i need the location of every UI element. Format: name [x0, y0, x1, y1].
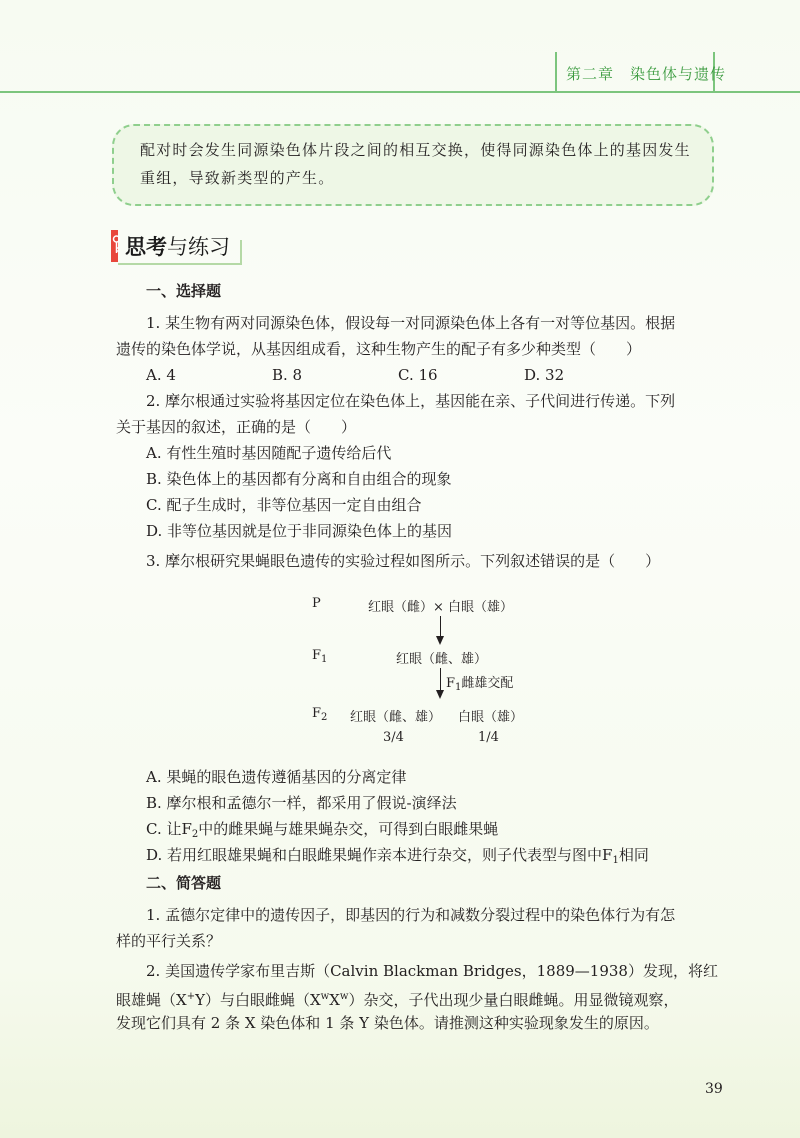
p2-q2-sup-1: + [186, 991, 196, 1002]
arrow-p-to-f1-head [436, 636, 444, 645]
part2-heading: 二、简答题 [146, 874, 222, 892]
q1-option-a: A. 4 [146, 366, 176, 384]
section-title-b: 与练习 [167, 235, 230, 259]
q3-option-d [146, 842, 649, 874]
q3-option-c-pre: C. 让F [146, 820, 192, 838]
p2-q2-l2-a: 眼雄蝇（X [116, 991, 187, 1009]
section-title-a: 思考 [125, 235, 167, 259]
f1-sub: 1 [321, 654, 328, 665]
q3-line-1: 3. 摩尔根研究果蝇眼色遗传的实验过程如图所示。下列叙述错误的是（ ） [146, 552, 661, 570]
section-underline-end [240, 240, 242, 265]
header-rule [0, 91, 800, 93]
mating-letter: F [446, 676, 456, 691]
arrow-f1-to-f2-head [436, 690, 444, 699]
p2-q2-l2-c: X [329, 991, 340, 1009]
part1-heading: 一、选择题 [146, 282, 222, 300]
q3-option-d-post: 相同 [618, 846, 649, 864]
mating-sub: 1 [455, 682, 462, 693]
p2-q2-sup-2: w [320, 991, 330, 1002]
q1-option-d: D. 32 [524, 366, 565, 384]
q1-option-c: C. 16 [398, 366, 438, 384]
note-text [140, 136, 695, 192]
section-title [125, 231, 230, 261]
q3-option-c-sub: 2 [191, 829, 199, 840]
note-line-1: 配对时会发生同源染色体片段之间的相互交换，使得同源染色体上的基因发生 [140, 141, 691, 159]
f2-sub: 2 [321, 712, 328, 723]
p2-q2-l2-b: Y）与白眼雌蝇（X [195, 991, 321, 1009]
q3-option-b: B. 摩尔根和孟德尔一样，都采用了假说-演绎法 [146, 794, 457, 812]
q3-option-a: A. 果蝇的眼色遗传遵循基因的分离定律 [146, 768, 407, 786]
p2-q2-sup-3: w [339, 991, 349, 1002]
mating-text: 雌雄交配 [461, 676, 514, 691]
section-underline [118, 263, 241, 265]
q2-option-d: D. 非等位基因就是位于非同源染色体上的基因 [146, 522, 453, 540]
diagram-p-label: P [312, 596, 321, 611]
arrow-f1-to-f2-line [440, 668, 441, 692]
q3-option-c-post: 中的雌果蝇与雄果蝇杂交，可得到白眼雌果蝇 [198, 820, 499, 838]
diagram-f1-text: 红眼（雌、雄） [396, 652, 488, 667]
q2-line-2: 关于基因的叙述，正确的是（ ） [116, 418, 357, 436]
f1-letter: F [312, 648, 322, 663]
p2-q2-line-3: 发现它们具有 2 条 X 染色体和 1 条 Y 染色体。请推测这种实验现象发生的原因。 [116, 1014, 659, 1032]
q2-line-1: 2. 摩尔根通过实验将基因定位在染色体上，基因能在亲、子代间进行传递。下列 [146, 392, 676, 410]
diagram-f2-red: 红眼（雌、雄） [350, 710, 442, 725]
p2-q1-line-1: 1. 孟德尔定律中的遗传因子，即基因的行为和减数分裂过程中的染色体行为有怎 [146, 906, 676, 924]
diagram-f2-label [312, 706, 327, 723]
note-line-2: 重组，导致新类型的产生。 [140, 169, 335, 187]
page-number: 39 [705, 1081, 723, 1097]
q1-option-b: B. 8 [272, 366, 303, 384]
key-icon [112, 234, 121, 256]
p2-q2-l2-d: ）杂交，子代出现少量白眼雌蝇。用显微镜观察， [348, 991, 679, 1009]
q3-option-d-pre: D. 若用红眼雄果蝇和白眼雌果蝇作亲本进行杂交，则子代表型与图中F [146, 846, 613, 864]
diagram-ratio-white: 1/4 [478, 730, 499, 745]
f2-letter: F [312, 706, 322, 721]
diagram-f1-label [312, 648, 327, 665]
q2-option-c: C. 配子生成时，非等位基因一定自由组合 [146, 496, 422, 514]
arrow-p-to-f1-line [440, 616, 441, 638]
p2-q2-line-1: 2. 美国遗传学家布里吉斯（Calvin Blackman Bridges，1889—1938）发现，将红 [146, 962, 718, 980]
diagram-ratio-red: 3/4 [383, 730, 404, 745]
p2-q1-line-2: 样的平行关系？ [116, 932, 222, 950]
q2-option-b: B. 染色体上的基因都有分离和自由组合的现象 [146, 470, 452, 488]
q3-option-d-sub: 1 [612, 855, 619, 866]
p2-q2-line-2 [116, 984, 679, 1013]
q1-line-1: 1. 某生物有两对同源染色体，假设每一对同源染色体上各有一对等位基因。根据 [146, 314, 676, 332]
diagram-mating-label [446, 672, 513, 693]
chapter-title: 第二章 染色体与遗传 [566, 65, 727, 83]
diagram-f2-white: 白眼（雄） [458, 710, 524, 725]
diagram-p-cross: 红眼（雌）× 白眼（雄） [368, 600, 514, 615]
q1-line-2: 遗传的染色体学说，从基因组成看，这种生物产生的配子有多少种类型（ ） [116, 340, 642, 358]
q2-option-a: A. 有性生殖时基因随配子遗传给后代 [146, 444, 392, 462]
